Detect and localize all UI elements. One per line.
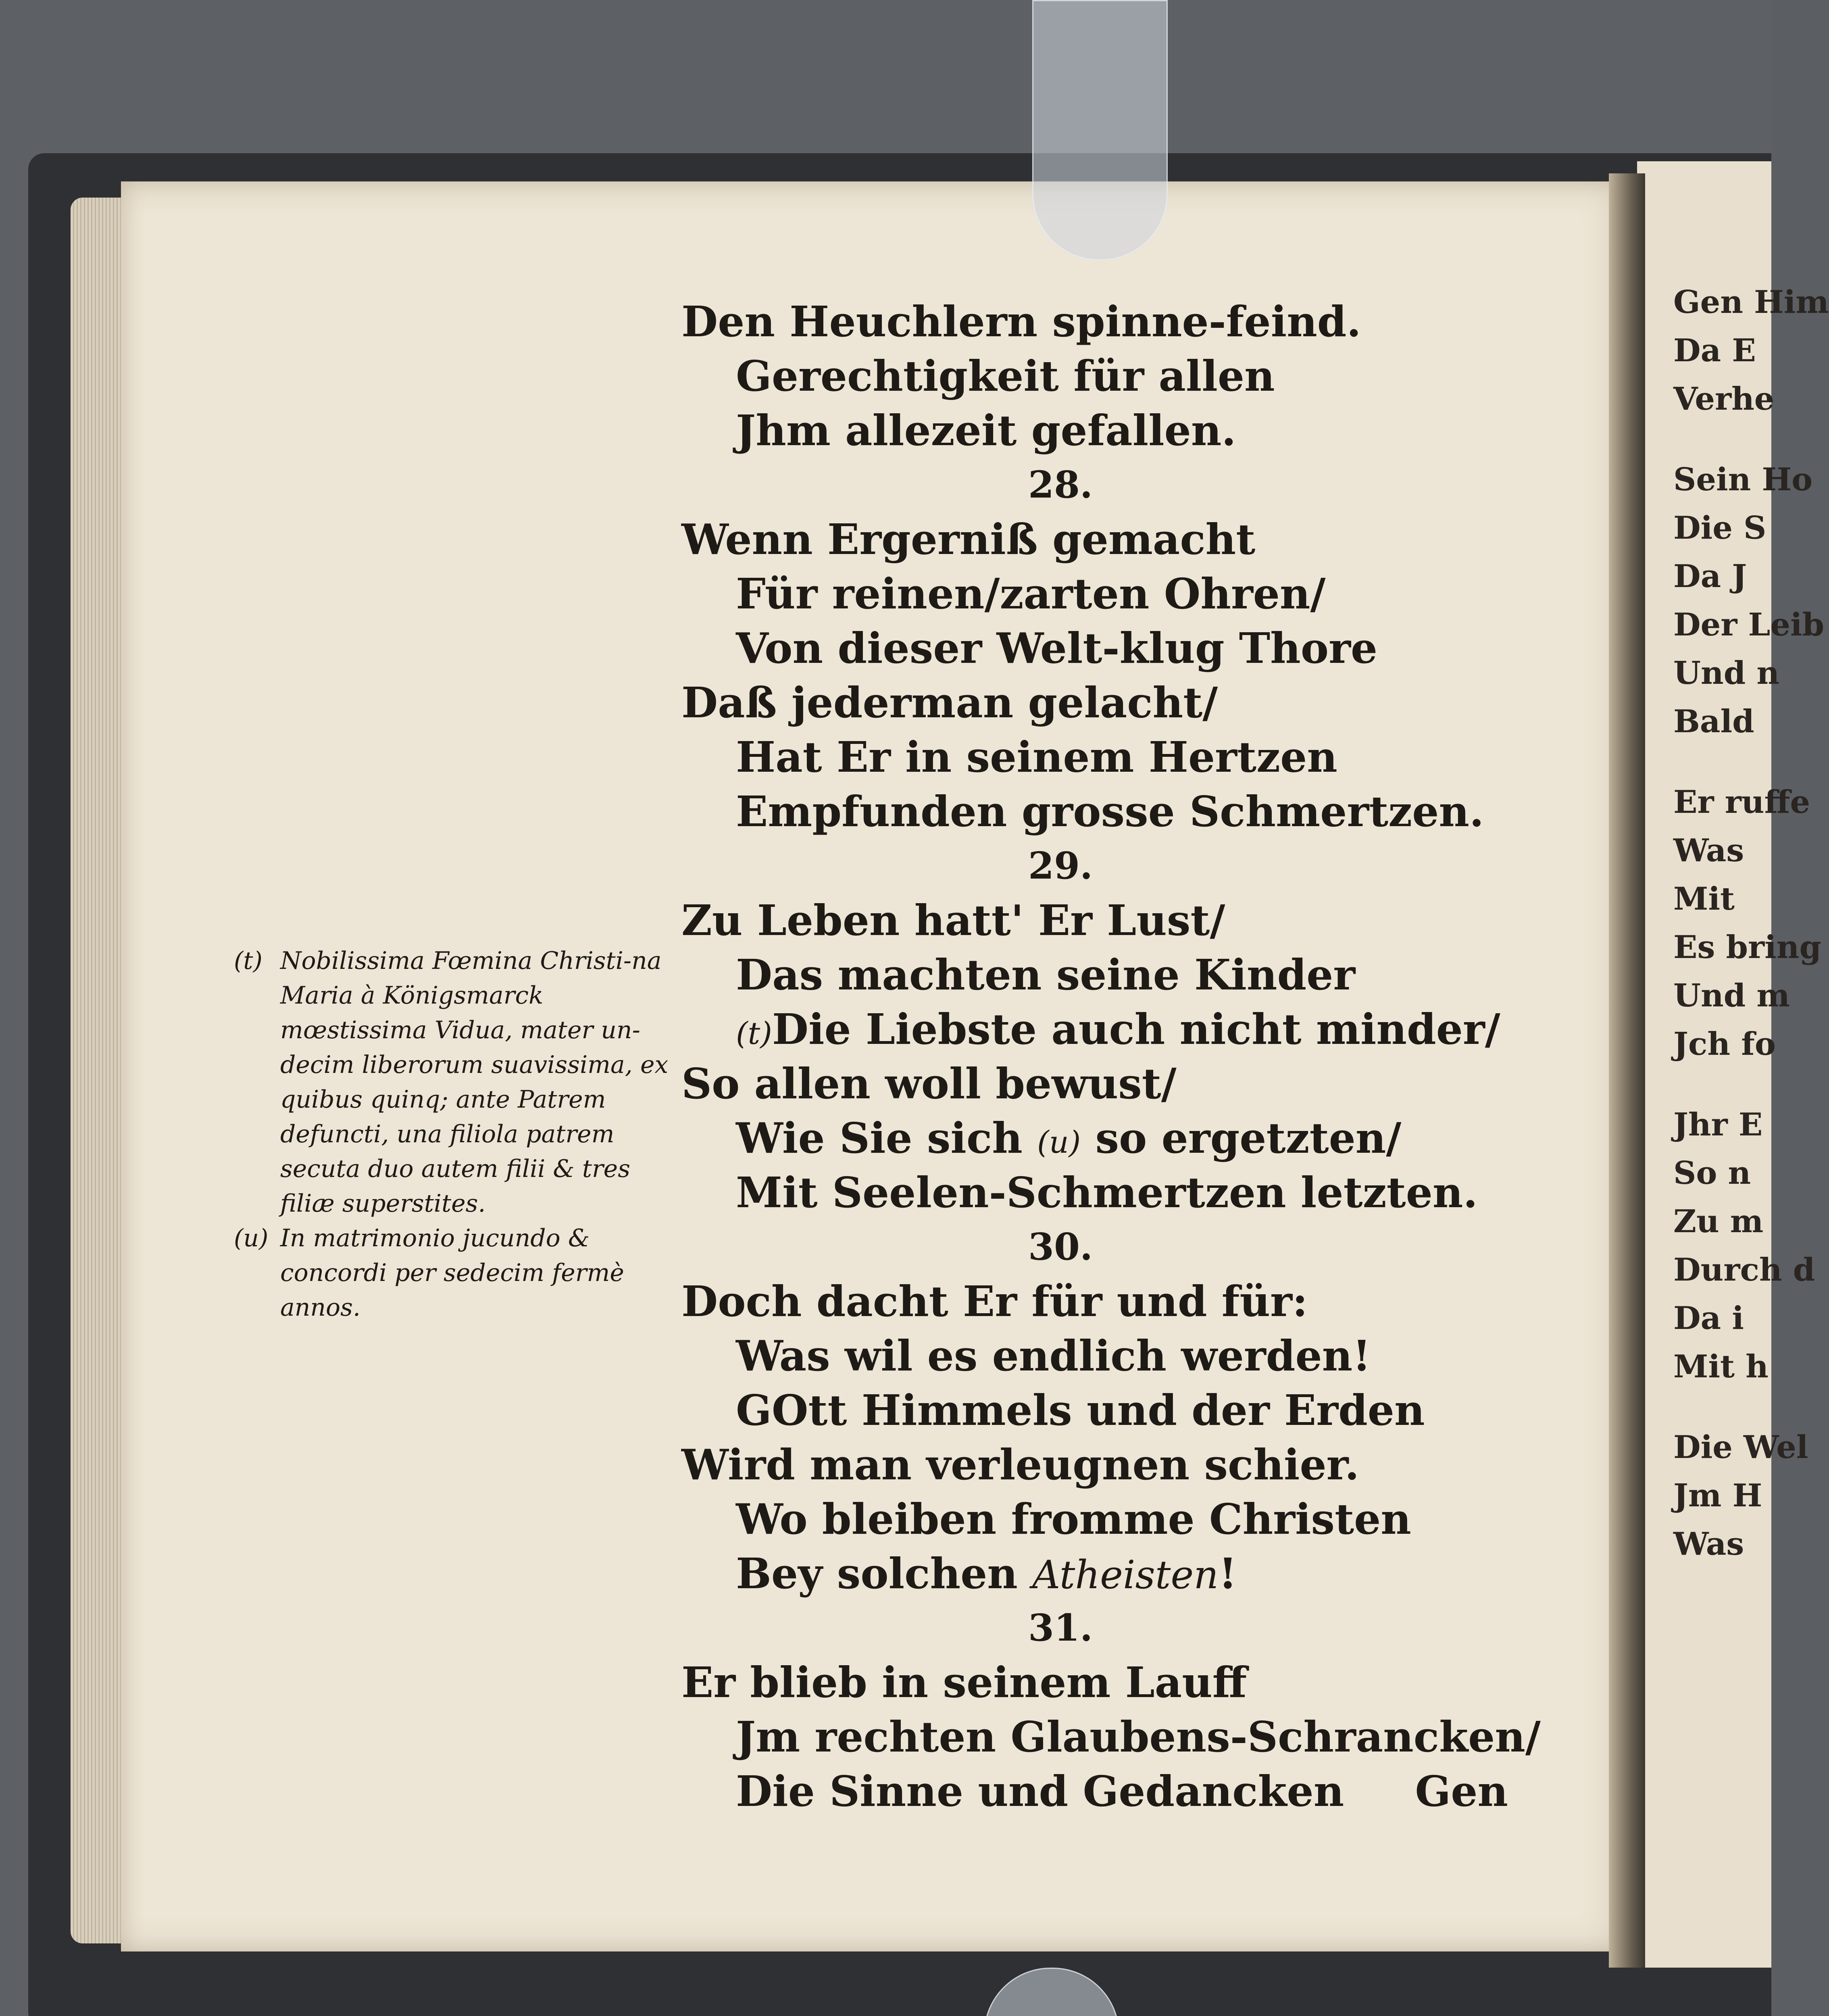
catchword: Gen <box>1415 1766 1508 1816</box>
right-page-text <box>1673 278 1829 1568</box>
footnote-reference: (u) <box>1037 1124 1081 1160</box>
footnote-mark: (u) <box>234 1224 269 1252</box>
verse-line-text: Empfunden grosse Schmertzen. <box>736 787 1484 836</box>
right-page-line: Und m <box>1673 977 1790 1014</box>
verse-line-text: Die Sinne und Gedancken <box>736 1766 1344 1816</box>
page-clip-top <box>1032 0 1168 260</box>
verse-line <box>681 1111 1508 1165</box>
verse-line <box>681 784 1508 839</box>
right-page-line: Verhe <box>1673 381 1775 417</box>
right-page-line: Jhr E <box>1673 1106 1763 1143</box>
right-page-line: Er ruffe <box>1673 784 1810 821</box>
verse-line-text: Zu Leben hatt' Er Lust/ <box>681 896 1225 945</box>
stanza-number-text: 30. <box>1028 1225 1093 1268</box>
right-page-line: Was <box>1673 1526 1744 1562</box>
verse-line-text: Gerechtigkeit für allen <box>736 351 1275 401</box>
verse-line-text: GOtt Himmels und der Erden <box>736 1385 1425 1435</box>
right-page-line: Der Leib <box>1673 606 1825 643</box>
verse-line-text: Wie Sie sich <box>736 1113 1037 1163</box>
verse-line-text: Die Liebste auch nicht minder/ <box>772 1004 1500 1054</box>
marginal-notes <box>234 943 677 1325</box>
italic-word: Atheisten <box>1032 1552 1219 1597</box>
right-page-line: Was <box>1673 832 1744 869</box>
verse-line-text: so ergetzten/ <box>1081 1113 1402 1163</box>
verse-line-text: Jhm allezeit gefallen. <box>736 406 1236 455</box>
verse-line <box>681 1383 1508 1437</box>
verse-line <box>681 948 1508 1002</box>
verse-line <box>681 1546 1508 1601</box>
verse-line-text: Jm rechten Glaubens-Schrancken/ <box>736 1712 1541 1762</box>
right-page-line: Die Wel <box>1673 1429 1808 1466</box>
verse-line <box>681 349 1508 403</box>
stanza-number <box>681 1601 1508 1655</box>
footnote-u <box>234 1221 677 1325</box>
stanza-number <box>681 458 1508 512</box>
verse-line-text: Was wil es endlich werden! <box>736 1331 1371 1381</box>
right-page-line: Die S <box>1673 510 1767 546</box>
verse-line <box>681 621 1508 675</box>
stanza-number-text: 29. <box>1028 844 1093 887</box>
verse-line <box>681 1002 1508 1056</box>
right-page-line: Da E <box>1673 332 1756 369</box>
right-page-line: Da J <box>1673 558 1747 595</box>
stanza-number-text: 28. <box>1028 463 1093 506</box>
right-page-line: Es bring <box>1673 929 1822 966</box>
right-page-line: So n <box>1673 1155 1751 1191</box>
verse-line <box>681 403 1508 458</box>
verse-line <box>681 294 1508 349</box>
verse-line-text: So allen woll bewust/ <box>681 1059 1177 1108</box>
stanza-number <box>681 839 1508 893</box>
verse-line <box>681 512 1508 566</box>
stanza-gap <box>1673 423 1770 456</box>
verse-line <box>681 1655 1508 1710</box>
verse-line <box>681 1274 1508 1329</box>
verse-line <box>681 1329 1508 1383</box>
footnote-mark: (t) <box>234 947 262 975</box>
verse-line-text: Wo bleiben fromme Christen <box>736 1494 1411 1544</box>
verse-line-text: Wird man verleugnen schier. <box>681 1440 1360 1489</box>
verse-line-text: Von dieser Welt-klug Thore <box>736 623 1378 673</box>
verse-line-text: Das machten seine Kinder <box>736 950 1356 1000</box>
verse-line <box>681 1165 1508 1220</box>
stanza-gap <box>1673 1068 1770 1101</box>
verse-line-text: Bey solchen <box>736 1549 1033 1598</box>
right-page-line: Mit <box>1673 881 1735 917</box>
right-page-line: Durch d <box>1673 1252 1815 1288</box>
verse-line <box>681 1056 1508 1111</box>
verse-line-text: Den Heuchlern spinne-feind. <box>681 297 1361 346</box>
verse-line <box>681 1437 1508 1492</box>
verse-line-text: Doch dacht Er für und für: <box>681 1277 1308 1326</box>
verse-line <box>681 566 1508 621</box>
stanza-gap <box>1673 1391 1770 1423</box>
verse-line-text: Mit Seelen-Schmertzen letzten. <box>736 1168 1478 1217</box>
footnote-text: Nobilissima Fœmina Christi-na Maria à Königsmarck mœstissima Vidua, mater un-decim liberorum suavissima, ex quibus quinq; ante Patrem defuncti, una filiola patrem secuta duo autem filii & tres filiæ superstites. <box>280 947 669 1218</box>
footnote-reference: (t) <box>736 1015 772 1051</box>
stanza-number-text: 31. <box>1028 1606 1093 1649</box>
verse-line-text: Hat Er in seinem Hertzen <box>736 732 1337 782</box>
verse-line-text: Er blieb in seinem Lauff <box>681 1658 1247 1707</box>
verse-line <box>681 1710 1541 1764</box>
verse-line <box>681 893 1508 948</box>
book-gutter <box>1609 173 1645 1968</box>
right-page-line: Jm H <box>1673 1477 1762 1514</box>
verse-line <box>681 730 1508 784</box>
stanza-number <box>681 1220 1508 1274</box>
stanza-gap <box>1673 746 1770 778</box>
verse-line <box>681 1764 1508 1818</box>
verse-line-text: Wenn Ergerniß gemacht <box>681 514 1256 564</box>
right-page-line: Sein Ho <box>1673 461 1813 498</box>
verse-line <box>681 675 1508 730</box>
footnote-t <box>234 943 677 1221</box>
right-page-line: Und n <box>1673 655 1780 691</box>
right-page-line: Gen Him <box>1673 284 1829 321</box>
right-page-line: Da i <box>1673 1300 1744 1337</box>
right-page-line: Zu m <box>1673 1203 1764 1240</box>
poem-text <box>681 294 1541 1818</box>
verse-line <box>681 1492 1508 1546</box>
right-page-line: Bald <box>1673 703 1754 740</box>
footnote-text: In matrimonio jucundo & concordi per sedecim fermè annos. <box>280 1224 624 1322</box>
right-page-line: Jch fo <box>1673 1026 1776 1062</box>
verse-line-text: Daß jederman gelacht/ <box>681 678 1218 727</box>
verse-line-text: Für reinen/zarten Ohren/ <box>736 569 1326 619</box>
right-page-line: Mit h <box>1673 1348 1769 1385</box>
verse-line-text: ! <box>1219 1549 1237 1598</box>
